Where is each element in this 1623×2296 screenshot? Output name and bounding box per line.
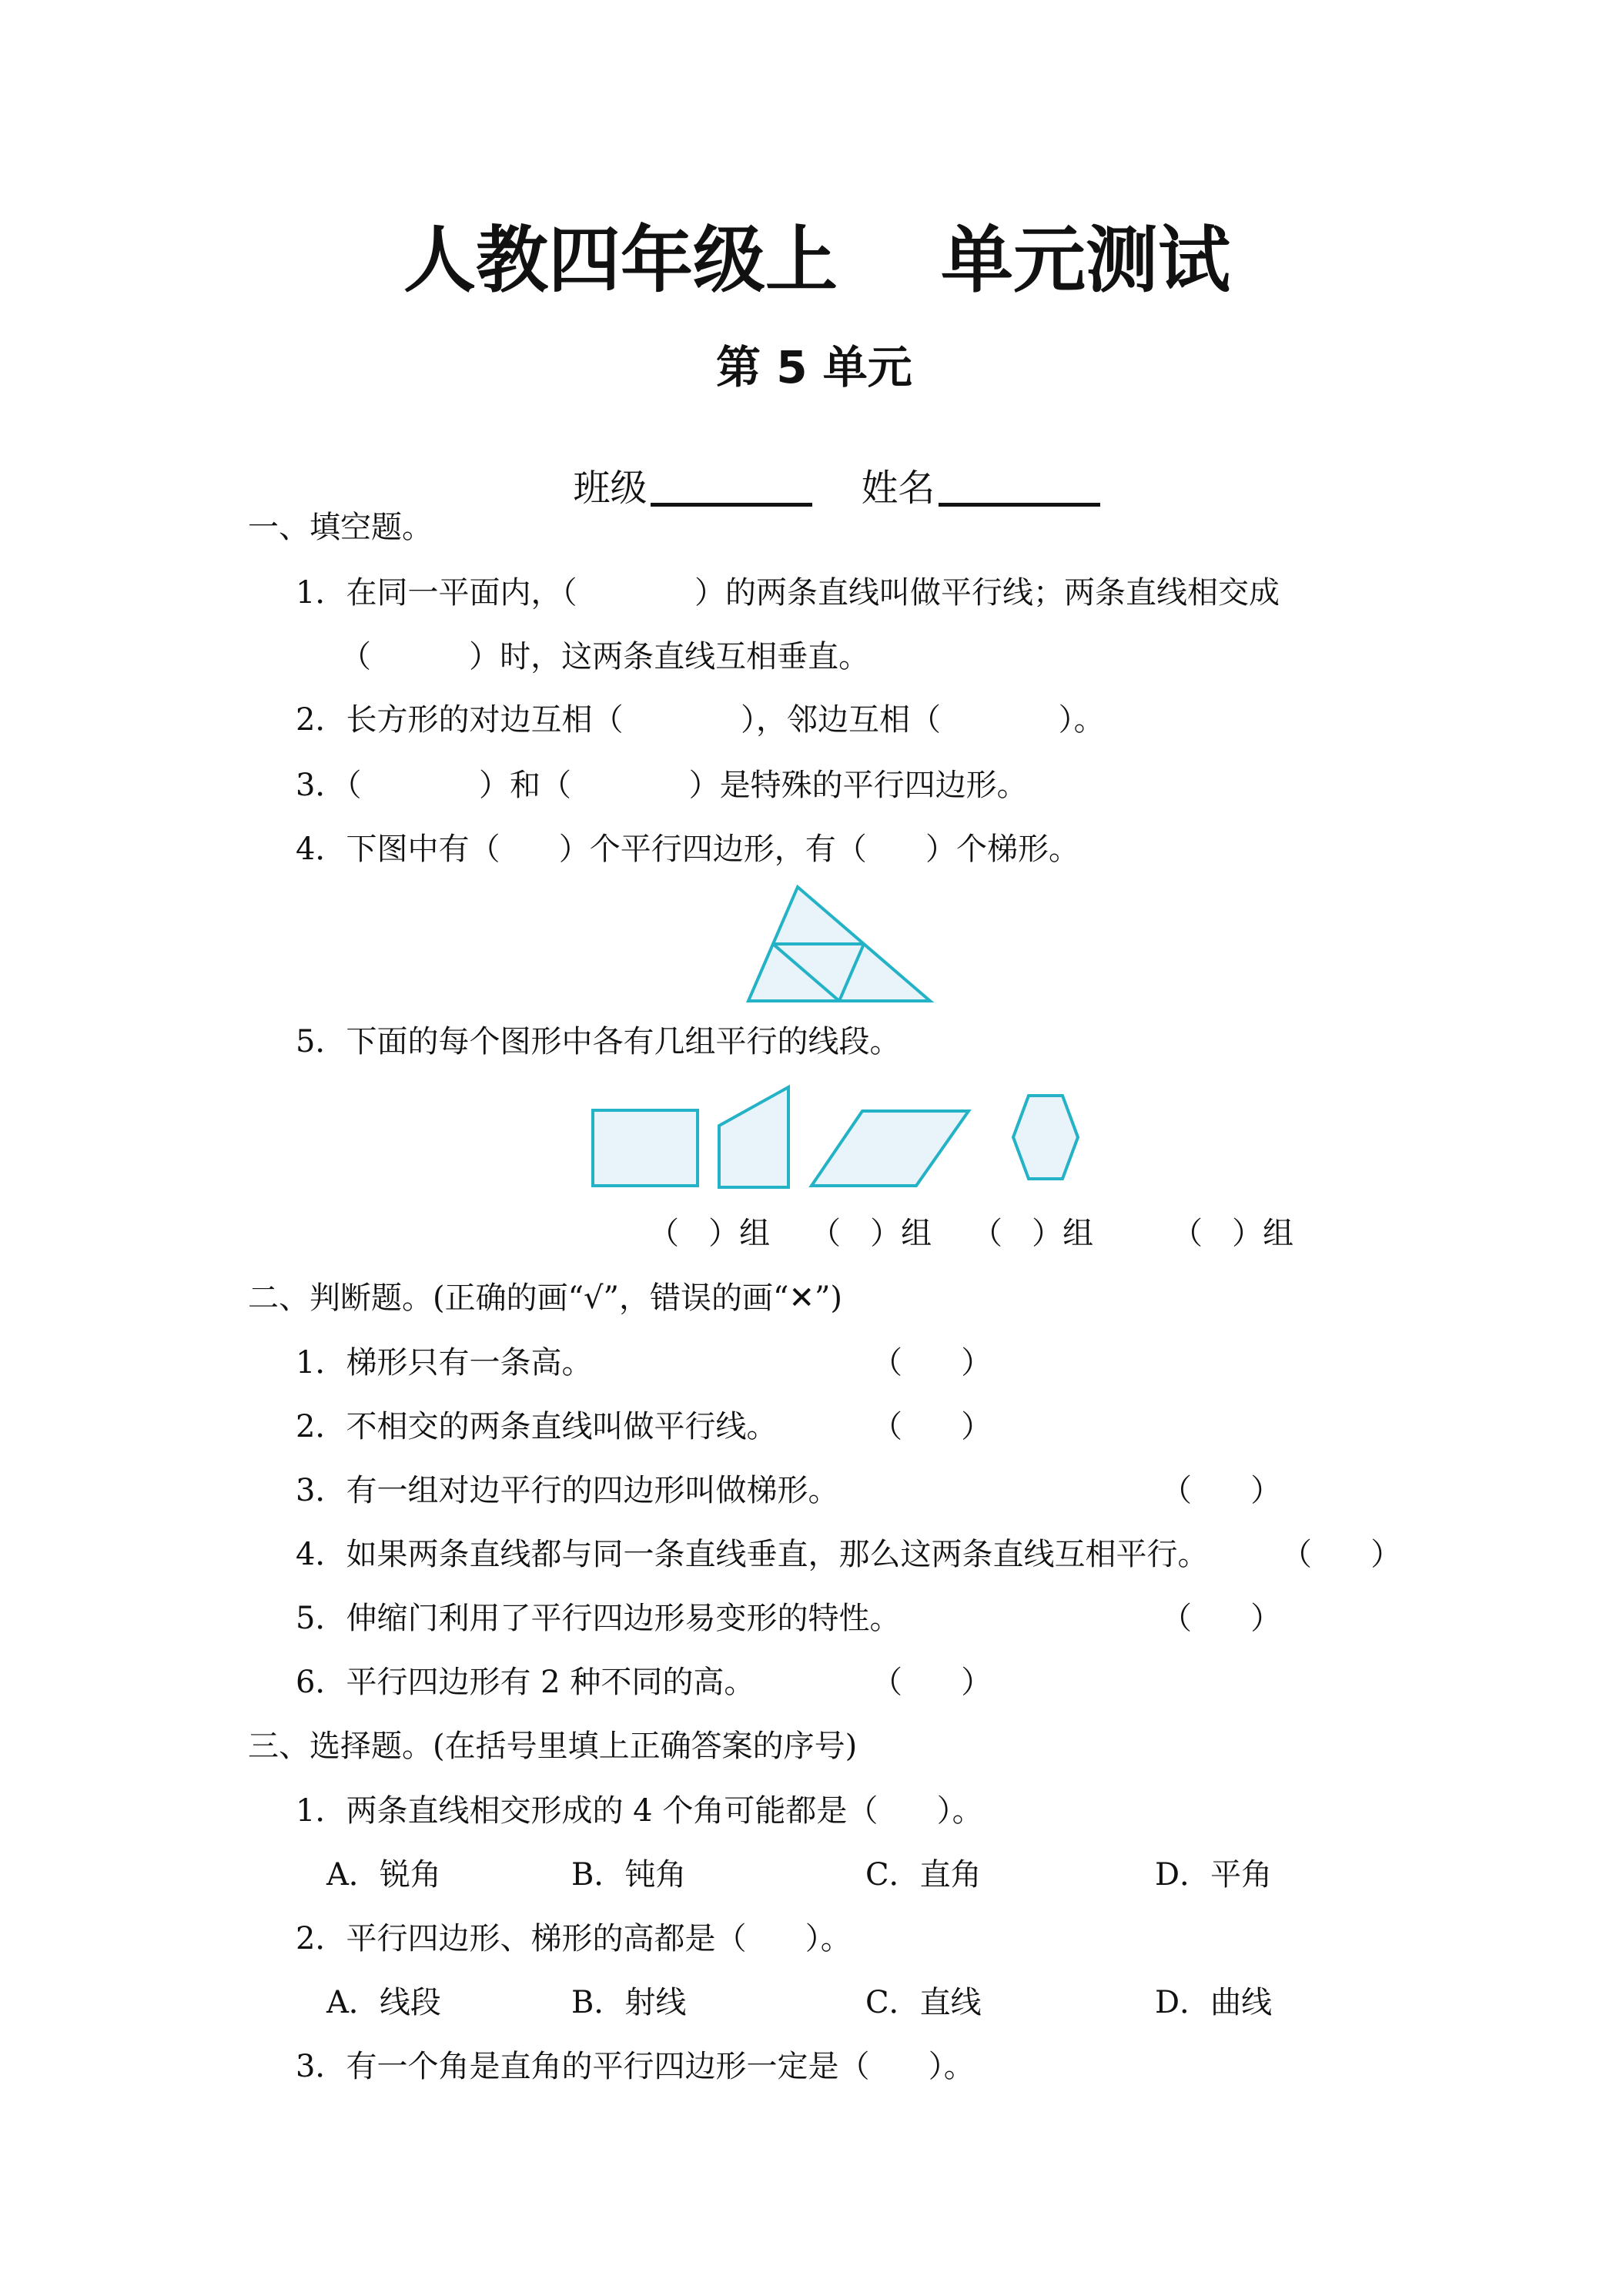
s2-paren-3: （ ） — [1161, 1473, 1282, 1508]
s1-q4: 4．下图中有（ ）个平行四边形，有（ ）个梯形。 — [296, 832, 1080, 867]
s3-q2-option-c: C．直线 — [865, 1985, 982, 2020]
s1-q2: 2．长方形的对边互相（ ），邻边互相（ ）。 — [296, 702, 1105, 738]
s1-q1-line1: 1．在同一平面内，（ ）的两条直线叫做平行线；两条直线相交成 — [296, 575, 1280, 611]
s1-q3: 3．（ ）和（ ）是特殊的平行四边形。 — [296, 768, 1028, 803]
s2-item-2: 2．不相交的两条直线叫做平行线。 — [296, 1409, 778, 1444]
parallelogram-shape — [812, 1111, 969, 1186]
class-label: 班级 — [573, 467, 648, 510]
s3-q1-option-b: B．钝角 — [571, 1857, 687, 1893]
s3-q2-option-d: D．曲线 — [1155, 1985, 1273, 2020]
page-subtitle: 第 5 单元 — [716, 341, 912, 393]
s3-q2-option-a: A．线段 — [326, 1985, 441, 2020]
s2-item-4: 4．如果两条直线都与同一条直线垂直，那么这两条直线互相平行。 — [296, 1537, 1209, 1572]
s1-q5: 5．下面的每个图形中各有几组平行的线段。 — [296, 1024, 901, 1059]
group-label-2: （ ）组 — [810, 1216, 932, 1251]
section1-heading: 一、填空题。 — [248, 510, 433, 545]
s3-q1: 1．两条直线相交形成的 4 个角可能都是（ ）。 — [296, 1793, 983, 1829]
name-label: 姓名 — [861, 467, 935, 510]
s2-item-5: 5．伸缩门利用了平行四边形易变形的特性。 — [296, 1601, 901, 1636]
s3-q1-option-d: D．平角 — [1155, 1857, 1273, 1893]
right-trapezoid-shape — [719, 1087, 788, 1187]
section2-heading: 二、判断题。(正确的画“√”，错误的画“✕”) — [248, 1280, 843, 1316]
s2-item-6: 6．平行四边形有 2 种不同的高。 — [296, 1665, 755, 1700]
s2-item-3: 3．有一组对边平行的四边形叫做梯形。 — [296, 1473, 839, 1508]
page-title-left: 人教四年级上 — [403, 219, 838, 303]
group-label-4: （ ）组 — [1172, 1216, 1294, 1251]
group-label-1: （ ）组 — [648, 1216, 771, 1251]
s3-q2-option-b: B．射线 — [571, 1985, 687, 2020]
group-label-3: （ ）组 — [972, 1216, 1094, 1251]
s2-paren-6: （ ） — [872, 1665, 992, 1700]
s2-paren-2: （ ） — [872, 1409, 992, 1444]
s3-q1-option-a: A．锐角 — [326, 1857, 441, 1893]
s2-paren-5: （ ） — [1161, 1601, 1282, 1636]
s2-paren-4: （ ） — [1281, 1537, 1402, 1572]
s3-q1-option-c: C．直角 — [865, 1857, 982, 1893]
section3-heading: 三、选择题。(在括号里填上正确答案的序号) — [248, 1729, 858, 1764]
triangle-figure — [748, 887, 930, 1001]
hexagon-shape — [1013, 1096, 1078, 1179]
s3-q3: 3．有一个角是直角的平行四边形一定是（ ）。 — [296, 2049, 975, 2084]
rectangle-shape — [593, 1110, 698, 1186]
s3-q2: 2．平行四边形、梯形的高都是（ ）。 — [296, 1921, 852, 1956]
s1-q1-line2: （ ）时，这两条直线互相垂直。 — [340, 639, 870, 674]
page-title-right: 单元测试 — [941, 219, 1231, 303]
s2-paren-1: （ ） — [872, 1345, 992, 1381]
s2-item-1: 1．梯形只有一条高。 — [296, 1345, 593, 1381]
